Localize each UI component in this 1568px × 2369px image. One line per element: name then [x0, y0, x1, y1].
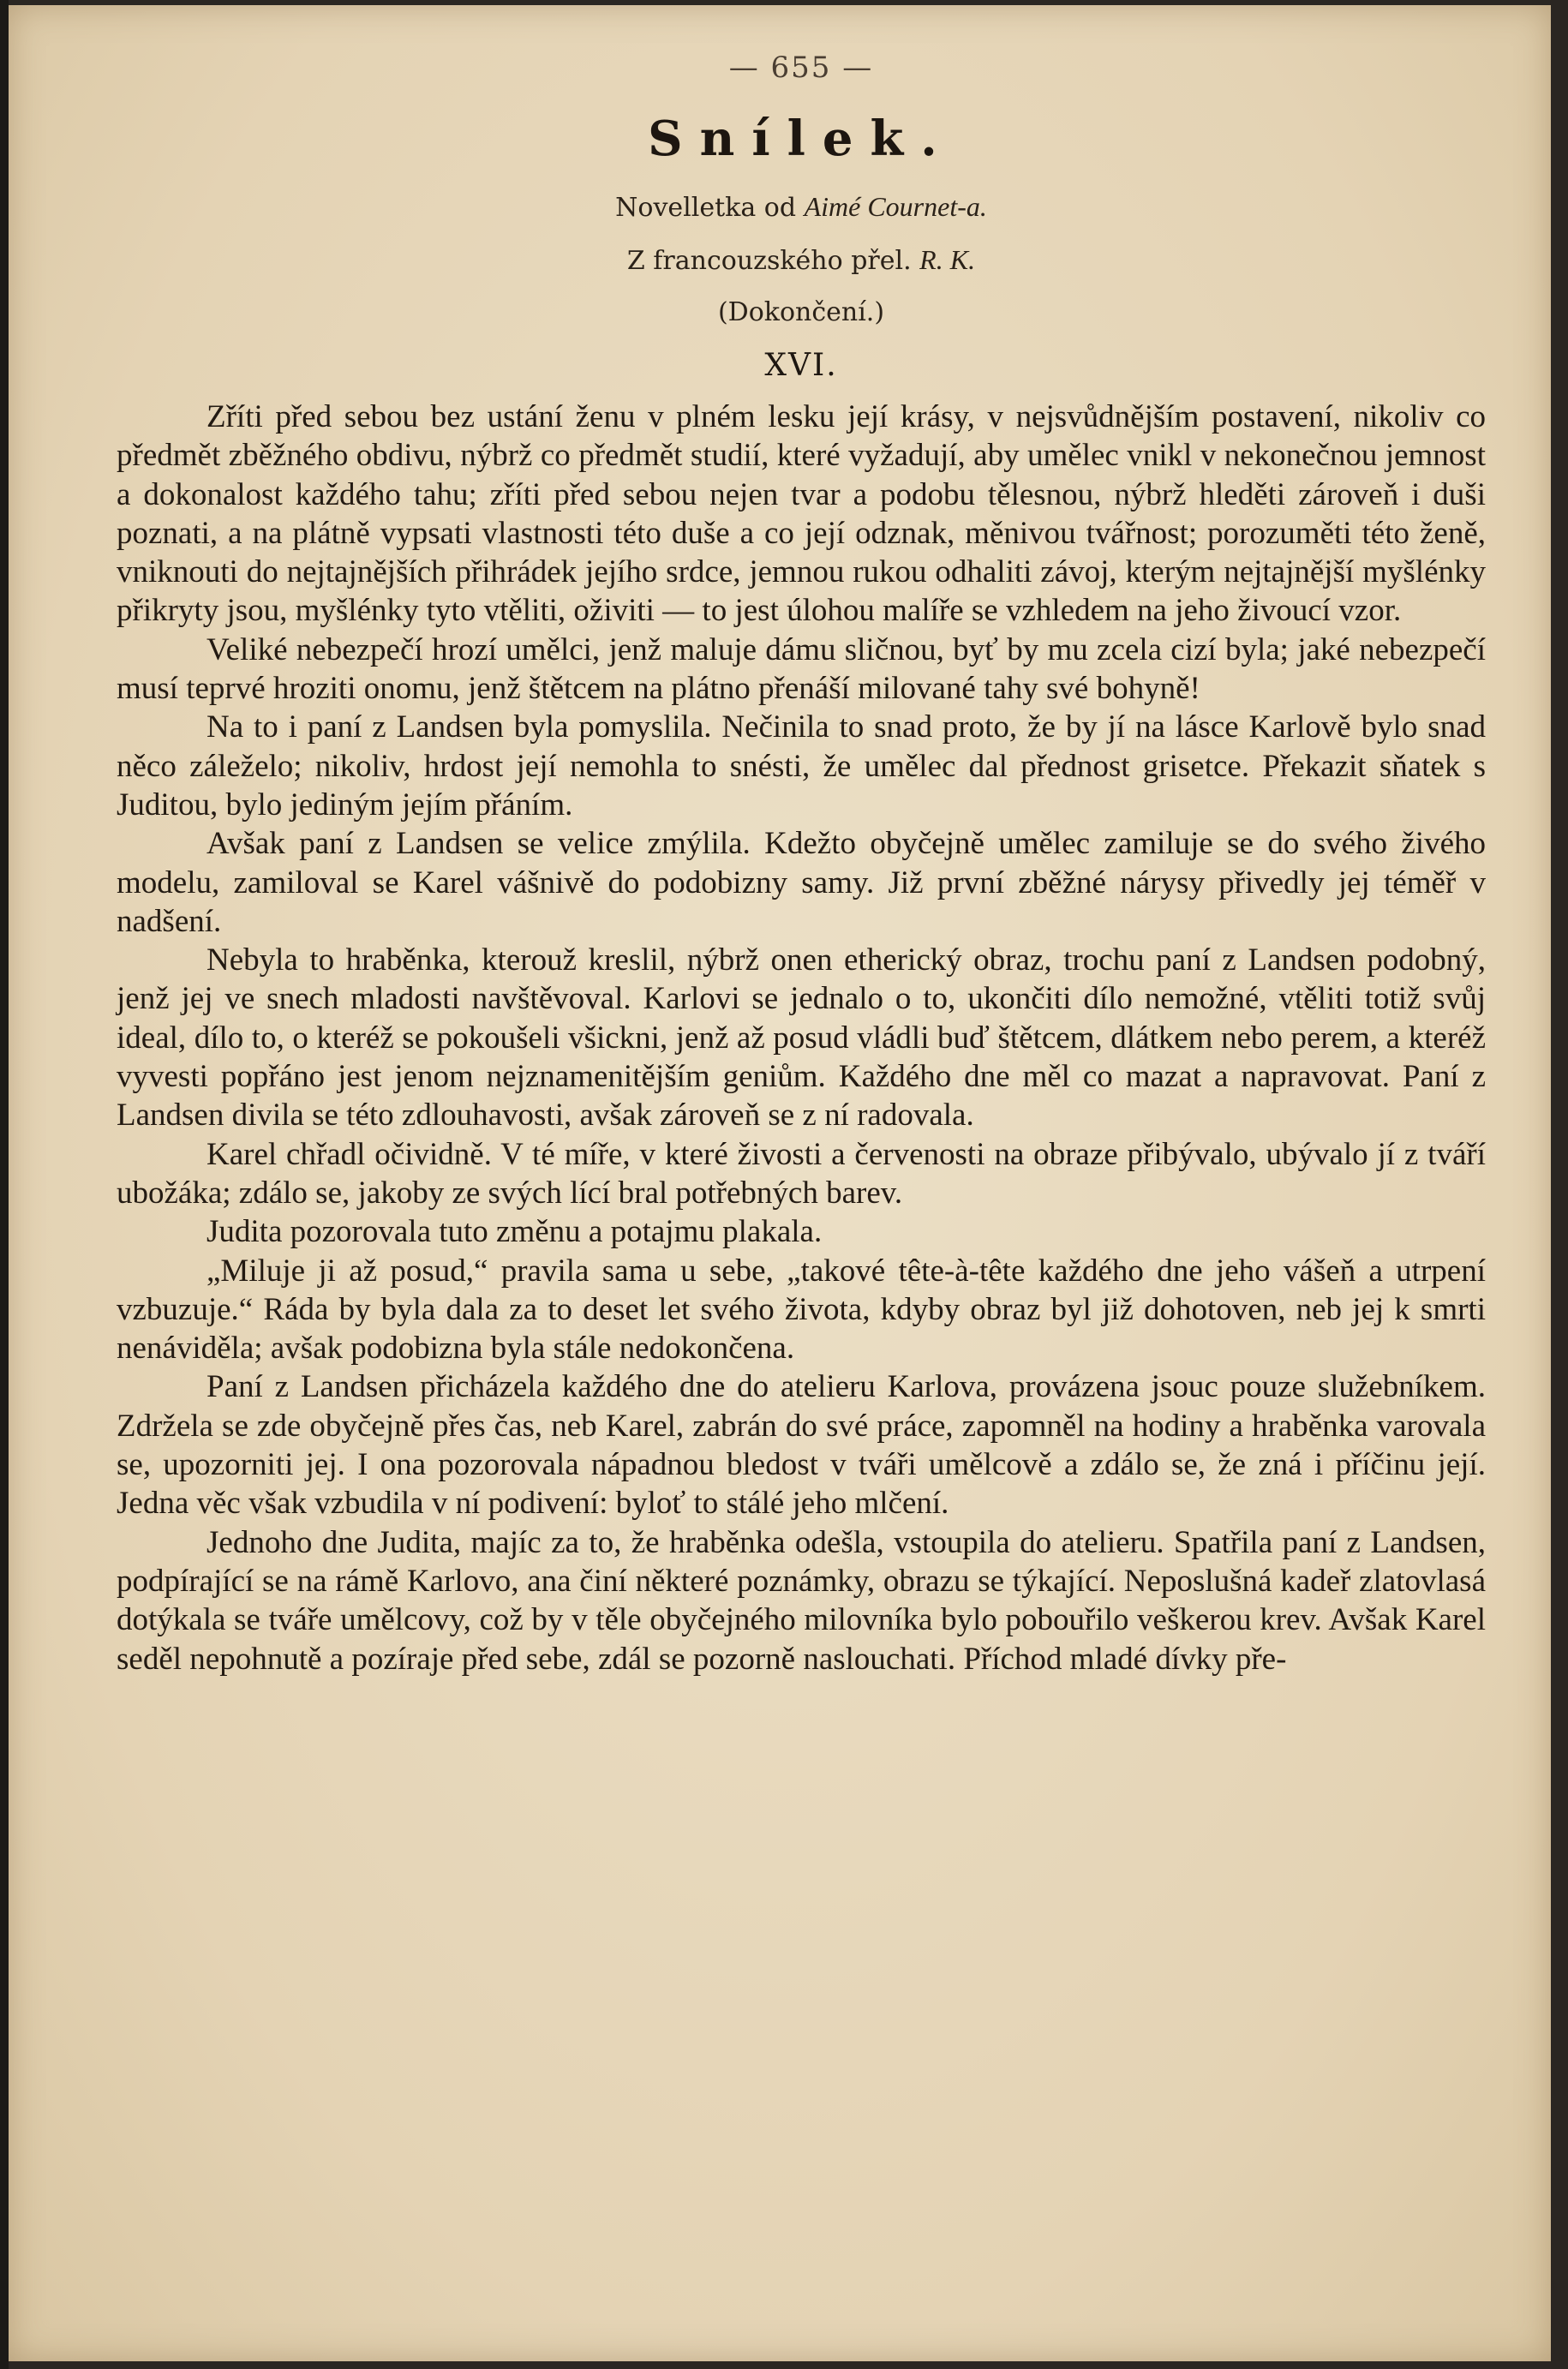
- byline: [117, 180, 1486, 233]
- paragraph: Nebyla to hraběnka, kterouž kreslil, nýbrž onen etherický obraz, trochu paní z Landsen podobný, jenž jej ve snech mladosti navštěvoval. Karlovi se jednalo o to, ukončiti dílo nemožné, vtěliti totiž svůj ideal, dílo to, o kteréž se pokoušeli všickni, jenž až posud vládli buď štětcem, dlátkem nebo perem, a kteréž vyvesti popřáno jest jenom nejznamenitějším geniům. Každého dne měl co mazat a napravovat. Paní z Landsen divila se této zdlouhavosti, avšak zároveň se z ní radovala.: [117, 942, 1486, 1134]
- chapter-heading: XVI.: [764, 348, 838, 383]
- paragraph: Jednoho dne Judita, majíc za to, že hraběnka odešla, vstoupila do atelieru. Spatřila paní z Landsen, podpírající se na rámě Karlovo, ana činí některé poznámky, obrazu se týkající. Neposlušná kadeř zlatovlasá dotýkala se tváře umělcovy, což by v těle obyčejného milovníka bylo pobouřilo veškerou krev. Avšak Karel seděl nepohnutě a pozíraje před sebe, zdál se pozorně naslouchati. Příchod mladé dívky pře-: [117, 1524, 1486, 1677]
- continuation-note: (Dokončení.): [717, 297, 885, 327]
- paragraph: Karel chřadl očividně. V té míře, v které živosti a červenosti na obraze přibývalo, ubývalo jí z tváří ubožáka; zdálo se, jakoby ze svých lící bral potřebných barev.: [117, 1136, 1486, 1211]
- paragraph: Avšak paní z Landsen se velice zmýlila. Kdežto obyčejně umělec zamiluje se do svého živého modelu, zamiloval se Karel vášnivě do podobizny samy. Již první zběžné nárysy přivedly jej téměř v nadšení.: [117, 826, 1486, 939]
- paragraph: „Miluje ji až posud,“ pravila sama u sebe, „takové tête-à-tête každého dne jeho vášeň a utrpení vzbuzuje.“ Ráda by byla dala za to deset let svého života, kdyby obraz byl již dohotoven, neb jej k smrti nenáviděla; avšak podobizna byla stále nedokončena.: [117, 1253, 1486, 1367]
- story-title: Snílek.: [648, 111, 955, 167]
- translation-prefix: Z francouzského přel.: [626, 246, 920, 276]
- scan-edge: [0, 0, 9, 2369]
- book-page: [9, 5, 1551, 2361]
- body-text: [117, 398, 1486, 1678]
- byline-prefix: Novelletka od: [615, 193, 805, 223]
- page-number: — 655 —: [728, 51, 874, 85]
- author-name: Aimé Cournet-a.: [804, 191, 987, 222]
- paragraph: Judita pozorovala tuto změnu a potajmu plakala.: [206, 1214, 823, 1250]
- paragraph: Paní z Landsen přicházela každého dne do atelieru Karlova, provázena jsouc pouze služebníkem. Zdržela se zde obyčejně přes čas, neb Karel, zabrán do své práce, zapomněl na hodiny a hraběnka varovala se, upozorniti jej. I ona pozorovala nápadnou bledost v tváři umělcově a zdálo se, že zná i příčinu její. Jedna věc však vzbudila v ní podivení: byloť to stálé jeho mlčení.: [117, 1369, 1486, 1522]
- translation-note: [117, 233, 1486, 286]
- translator-name: R. K.: [919, 244, 976, 275]
- paragraph: Veliké nebezpečí hrozí umělci, jenž maluje dámu sličnou, byť by mu zcela cizí byla; jaké nebezpečí musí teprvé hroziti onomu, jenž štětcem na plátno přenáší milované tahy své bohyně!: [117, 631, 1486, 707]
- page-content: [117, 46, 1486, 1678]
- paragraph: Zříti před sebou bez ustání ženu v plném lesku její krásy, v nejsvůdnějším postavení, nikoliv co předmět zběžného obdivu, nýbrž co předmět studií, které vyžadují, aby umělec vnikl v nekonečnou jemnost a dokonalost každého tahu; zříti před sebou nejen tvar a podobu tělesnou, nýbrž hleděti zároveň i duši poznati, a na plátně vypsati vlastnosti této duše a co její odznak, měnivou tvářnost; porozuměti této ženě, vniknouti do nejtajnějších přihrádek jejího srdce, jemnou rukou odhaliti závoj, kterým nejtajnější myšlénky přikryty jsou, myšlénky tyto vtěliti, oživiti — to jest úlohou malíře se vzhledem na jeho živoucí vzor.: [117, 399, 1486, 629]
- paragraph: Na to i paní z Landsen byla pomyslila. Nečinila to snad proto, že by jí na lásce Karlově bylo snad něco záleželo; nikoliv, hrdost její nemohla to snésti, že umělec dal přednost grisetce. Překazit sňatek s Juditou, bylo jediným jejím přáním.: [117, 709, 1486, 823]
